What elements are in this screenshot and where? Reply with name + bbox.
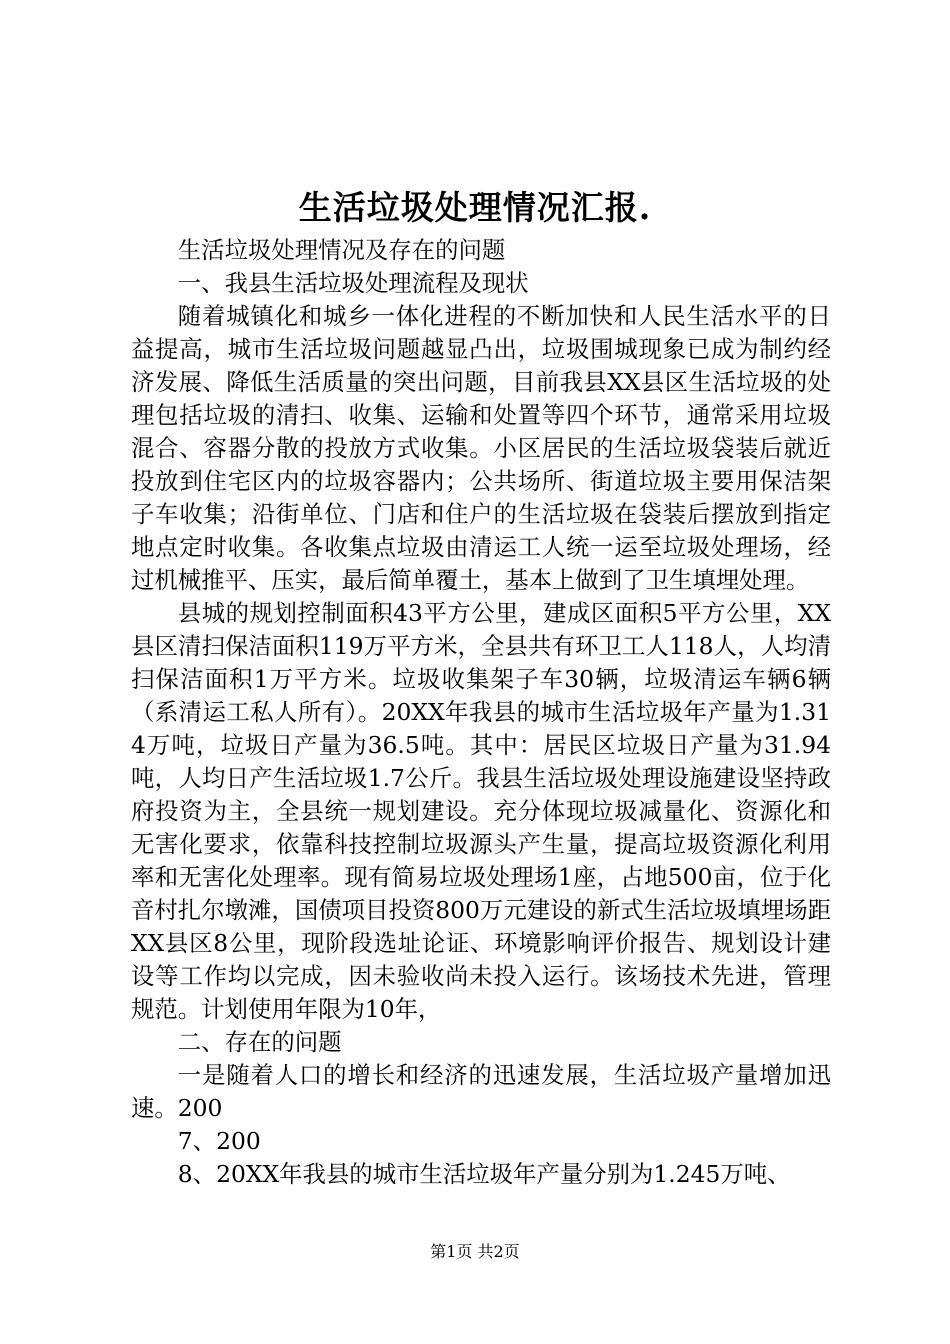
paragraph-fragment-7: 7、200 bbox=[177, 1127, 261, 1155]
document-body bbox=[131, 234, 831, 1191]
document-title: 生活垃圾处理情况汇报. bbox=[298, 188, 652, 227]
paragraph-process-status: 随着城镇化和城乡一体化进程的不断加快和人民生活水平的日益提高，城市生活垃圾问题越显凸出，垃圾围城现象已成为制约经济发展、降低生活质量的突出问题，目前我县XX县区生活垃圾的处理包括垃圾的清扫、收集、运输和处置等四个环节，通常采用垃圾混合、容器分散的投放方式收集。小区居民的生活垃圾袋装后就近投放到住宅区内的垃圾容器内；公共场所、街道垃圾主要用保洁架子车收集；沿街单位、门店和住户的生活垃圾在袋装后摆放到指定地点定时收集。各收集点垃圾由清运工人统一运至垃圾处理场，经过机械推平、压实，最后简单覆土，基本上做到了卫生填埋处理。 bbox=[131, 302, 831, 594]
page-footer: 第1页 共2页 bbox=[430, 1242, 520, 1261]
paragraph-fragment-8: 8、20XX年我县的城市生活垃圾年产量分别为1.245万吨、 bbox=[177, 1160, 791, 1188]
paragraph-subtitle: 生活垃圾处理情况及存在的问题 bbox=[177, 236, 506, 264]
paragraph-problem-1: 一是随着人口的增长和经济的迅速发展，生活垃圾产量增加迅速。200 bbox=[131, 1061, 831, 1122]
paragraph-statistics: 县城的规划控制面积43平方公里，建成区面积5平方公里，XX县区清扫保洁面积119万平方米，全县共有环卫工人118人，人均清扫保洁面积1万平方米。垃圾收集架子车30辆，垃圾清运车辆6辆（系清运工私人所有）。20XX年我县的城市生活垃圾年产量为1.314万吨，垃圾日产量为36.5吨。其中：居民区垃圾日产量为31.94吨，人均日产生活垃圾1.7公斤。我县生活垃圾处理设施建设坚持政府投资为主，全县统一规划建设。充分体现垃圾减量化、资源化和无害化要求，依靠科技控制垃圾源头产生量，提高垃圾资源化利用率和无害化处理率。现有简易垃圾处理场1座，占地500亩，位于化音村扎尔墩滩，国债项目投资800万元建设的新式生活垃圾填埋场距XX县区8公里，现阶段选址论证、环境影响评价报告、规划设计建设等工作均以完成，因未验收尚未投入运行。该场技术先进，管理规范。计划使用年限为10年， bbox=[131, 599, 831, 1023]
paragraph-section-heading-2: 二、存在的问题 bbox=[177, 1028, 342, 1056]
paragraph-section-heading-1: 一、我县生活垃圾处理流程及现状 bbox=[177, 269, 529, 297]
